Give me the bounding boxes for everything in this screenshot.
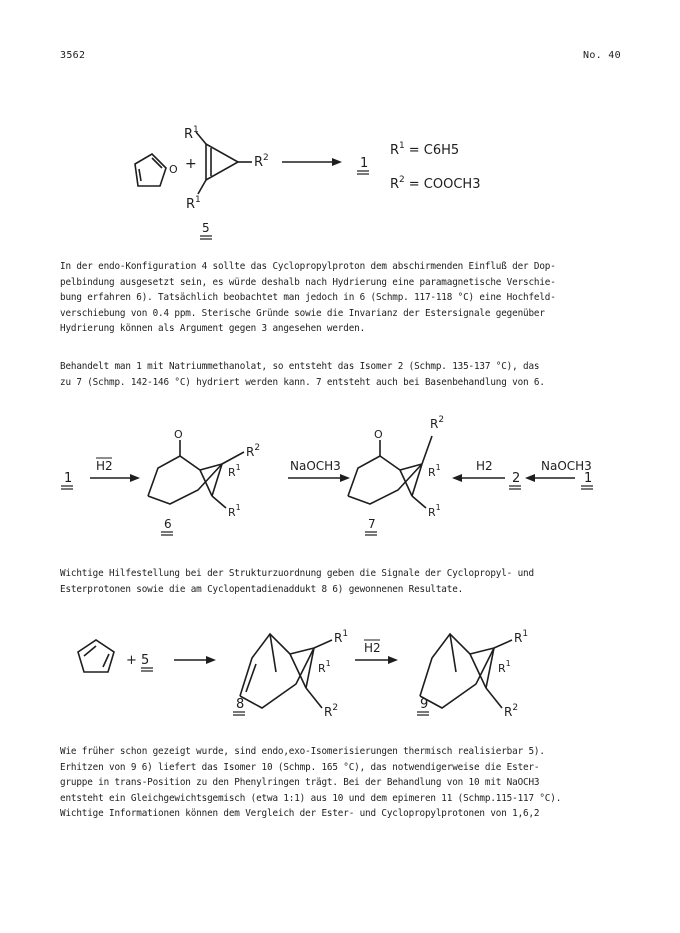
svg-text:R2: $R^2$	[504, 703, 519, 719]
svg-text:R1: $R^1$	[228, 503, 241, 519]
svg-text:+: +	[185, 156, 197, 172]
scheme2-end-1: 1	[584, 471, 593, 486]
svg-text:R1: $R^1$	[498, 659, 511, 675]
svg-text:R1: $R^1$	[428, 463, 441, 479]
scheme-3	[0, 612, 680, 737]
naoch3-reagent: NaOCH3	[290, 459, 341, 473]
furan-oxygen: O	[169, 163, 178, 176]
h2-reagent: H2	[96, 459, 113, 473]
svg-text:R1: $R^1$	[334, 629, 349, 645]
def-r1: $R^1 = C6H5$	[390, 141, 460, 158]
svg-text:R2: $R^2$	[246, 443, 261, 459]
oxygen-6: O	[174, 428, 183, 441]
compound-7-label: 7	[368, 517, 376, 531]
product-1-label: 1	[360, 156, 369, 171]
paragraph-2: Behandelt man 1 mit Natriummethanolat, so entsteht das Isomer 2 (Schmp. 135-137 °C), das zu 7 (Schmp. 142-146 °C) hydriert werden kann. 7 entsteht auch bei Basenbehandlung von 6.	[60, 361, 545, 388]
r1-bottom: $R^1$	[186, 195, 201, 212]
naoch3-reagent-2: NaOCH3	[541, 459, 592, 473]
compound-2-label: 2	[512, 471, 521, 486]
r1-top: $R^1$	[184, 125, 199, 142]
compound-9-label: 9	[420, 697, 429, 712]
svg-text:R1: $R^1$	[428, 503, 441, 519]
def-r2: $R^2$ = COOCH3	[390, 175, 481, 192]
journal-issue: No. 40	[583, 50, 621, 61]
compound-6-label: 6	[164, 517, 172, 531]
h2-reagent-2: H2	[476, 459, 493, 473]
svg-text:R2: $R^2$	[324, 703, 339, 719]
scheme2-start-1: 1	[64, 471, 73, 486]
plus-5-label: + 5	[126, 653, 150, 668]
paragraph-1: In der endo-Konfiguration 4 sollte das Cyclopropylproton dem abschirmenden Einfluß der Dop- pelbindung ausgesetzt sein, es würde deshalb nach Hydrierung eine paramagnetische Verschie- bung erfahren 6). Tatsächlich beobachtet man jedoch in 6 (Schmp. 117-118 °C) eine Hochfeld- verschiebung von 0.4 ppm. Sterische Gründe sowie die Invarianz der Estersignale gegenüber Hydrierung können als Argument gegen 3 angesehen werden.	[60, 261, 556, 334]
h2-reagent-3: H2	[364, 641, 381, 655]
svg-text:R1: $R^1$	[514, 629, 529, 645]
paragraph-4: Wie früher schon gezeigt wurde, sind endo,exo-Isomerisierungen thermisch realisierbar 5). Erhitzen von 9 6) liefert das Isomer 10 (Schmp. 165 °C), das notwendigerweise die Ester- gruppe in trans-Position zu den Phenylringen trägt. Bei der Behandlung von 10 mit NaOCH3 entsteht ein Gleichgewichtsgemisch (etwa 1:1) aus 10 und dem epimeren 11 (Schmp.115-117 °C). Wichtige Informationen können dem Vergleich der Ester- und Cyclopropylprotonen von 1,6,2	[60, 746, 562, 819]
compound-7-structure	[348, 436, 432, 508]
compound-8-label: 8	[236, 697, 245, 712]
paragraph-3: Wichtige Hilfestellung bei der Strukturzuordnung geben die Signale der Cyclopropyl- und Esterprotonen sowie die am Cyclopentadienaddukt 8 6) gewonnenen Resultate.	[60, 568, 534, 595]
svg-text:R2: $R^2$	[430, 415, 445, 431]
compound-5-label: 5	[202, 221, 210, 235]
svg-text:R1: $R^1$	[318, 659, 331, 675]
oxygen-7: O	[374, 428, 383, 441]
svg-text:R1: $R^1$	[228, 463, 241, 479]
page-number: 3562	[60, 50, 86, 61]
scheme-2	[0, 400, 680, 550]
cyclopentadiene-structure	[78, 640, 114, 672]
r2-label: $R^2$	[254, 153, 269, 170]
scheme-1	[0, 110, 680, 250]
